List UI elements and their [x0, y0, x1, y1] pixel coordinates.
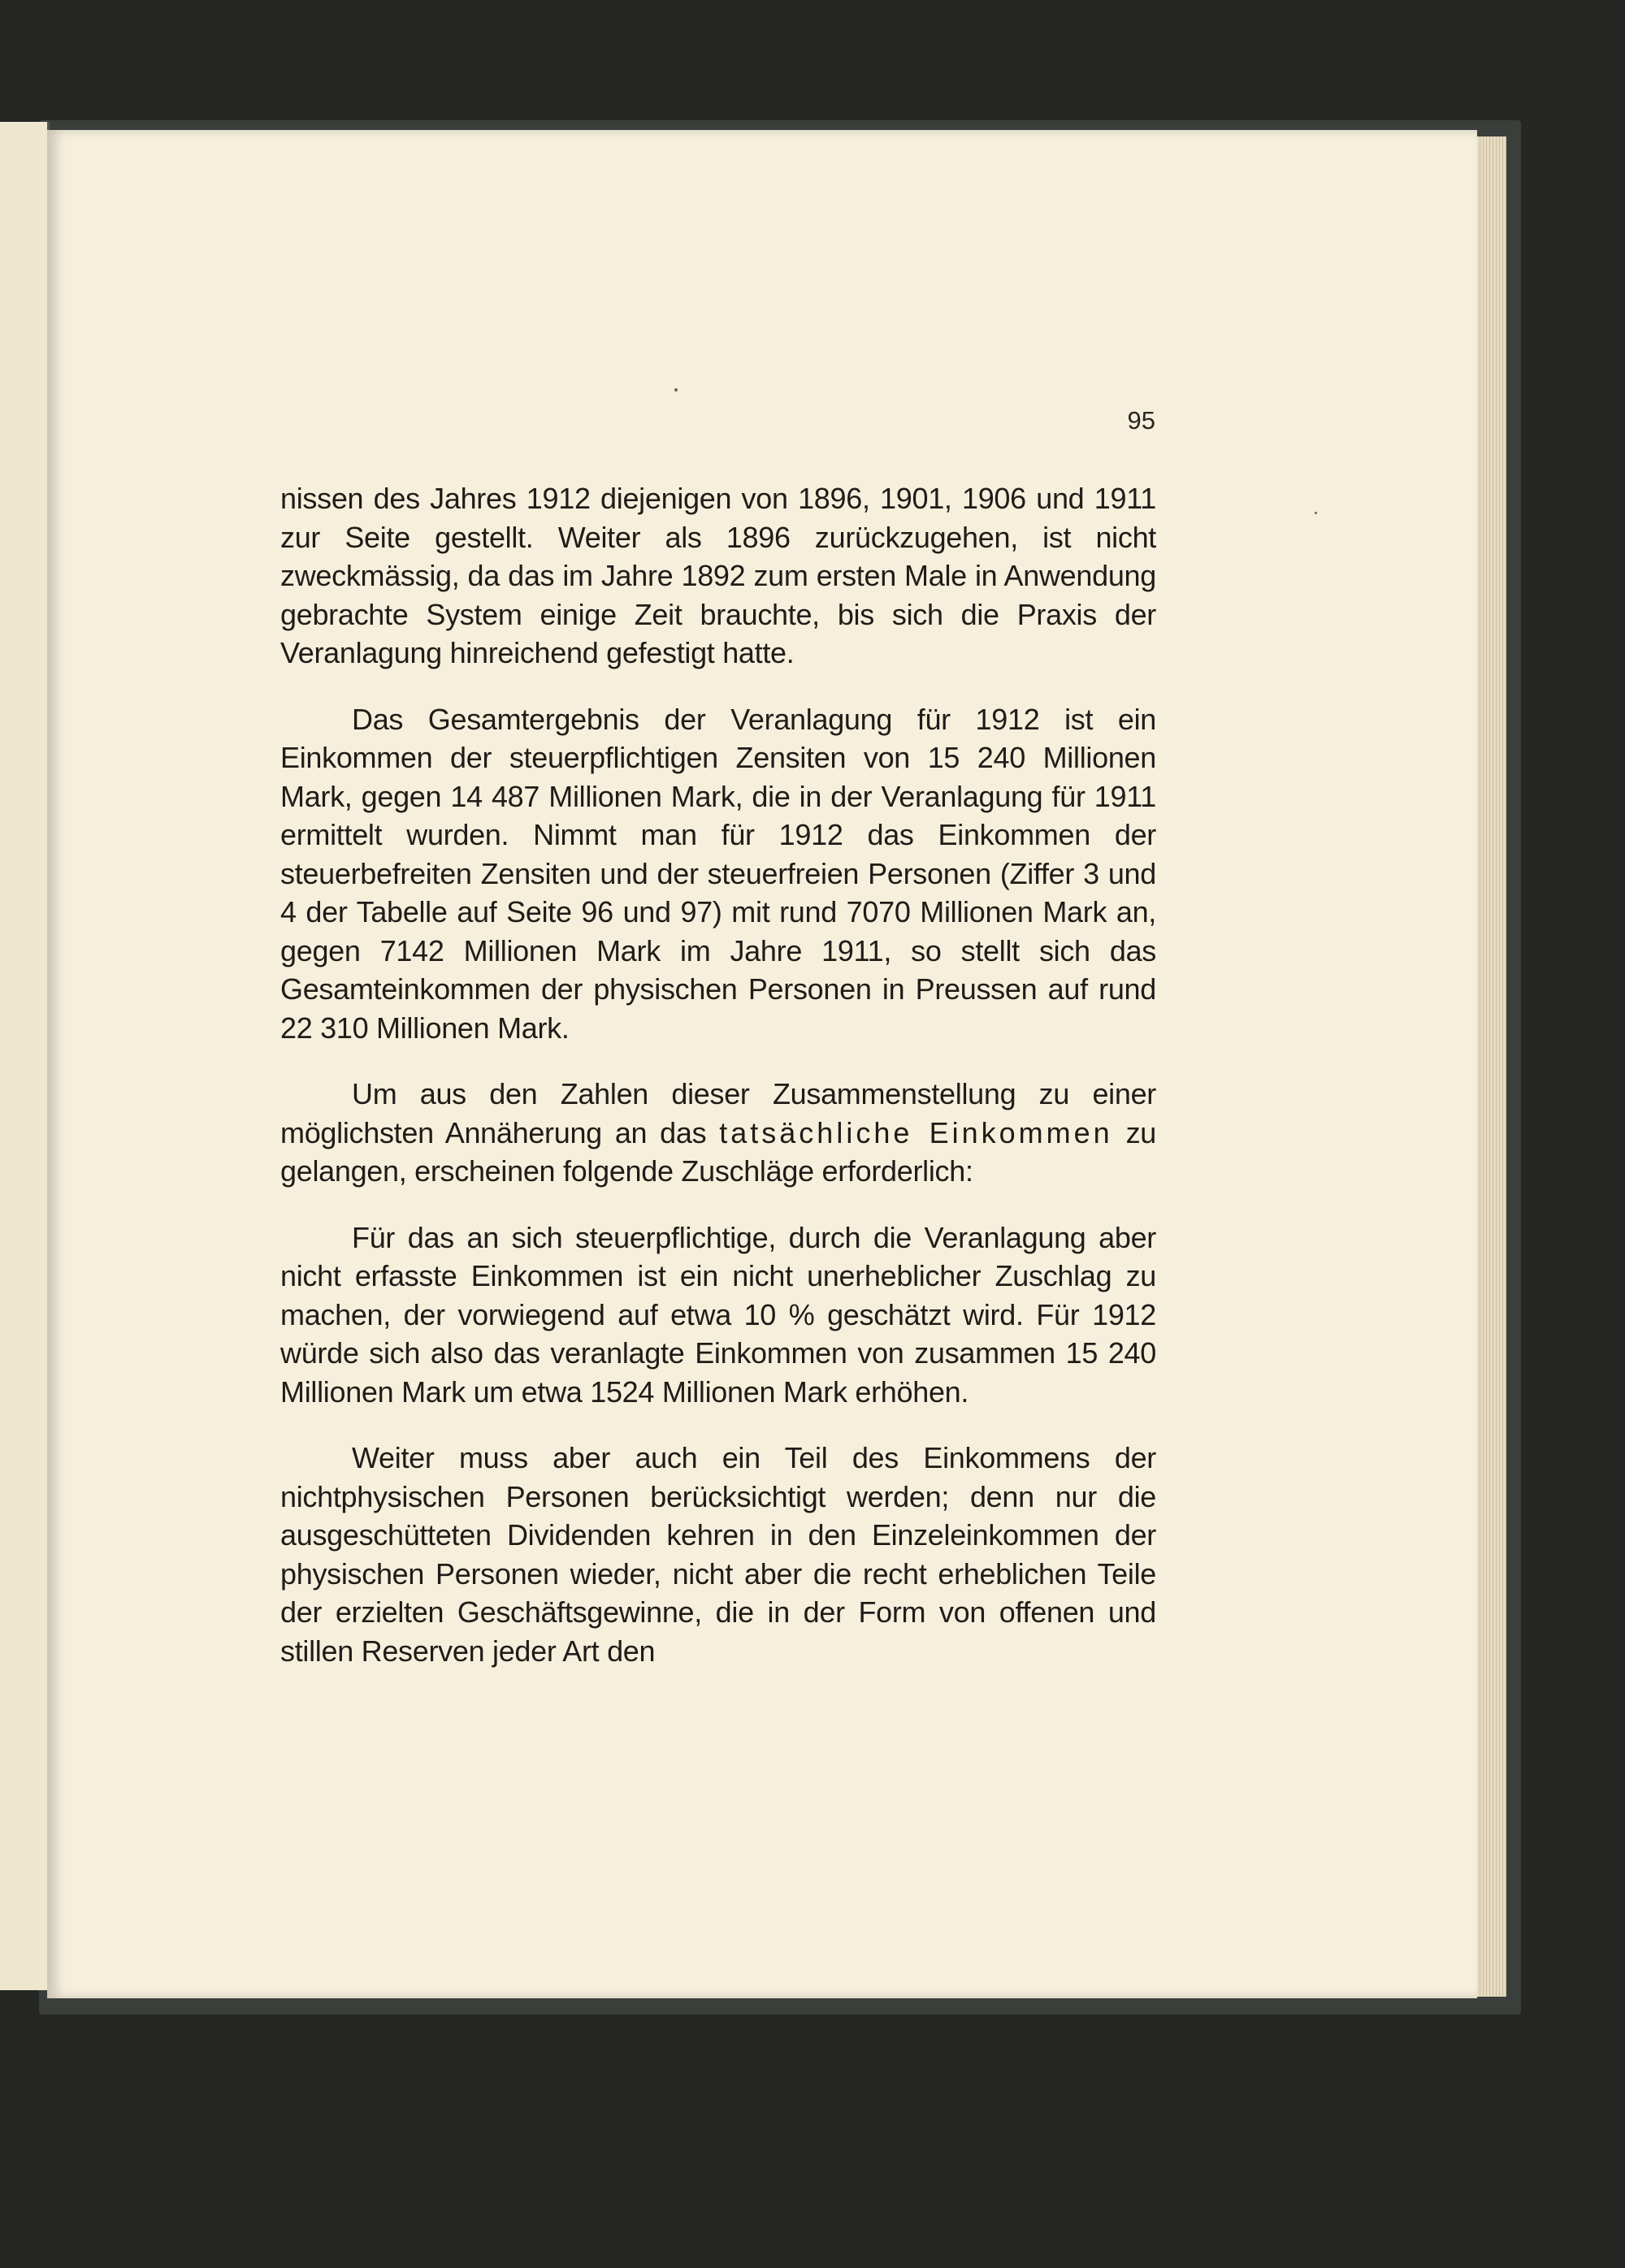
page-number: 95 — [1127, 406, 1155, 435]
paragraph-3-lead: Um aus den Zahlen dieser Zusammenstellung zu einer möglichsten Annäherung an das — [280, 1077, 1156, 1149]
paper-speck — [1315, 512, 1317, 514]
paragraph-2: Das Gesamtergebnis der Veranlagung für 1912 ist ein Einkommen der steuerpflichtigen Zensiten von 15 240 Millionen Mark, gegen 14 487 Millionen Mark, die in der Veranlagung für 1911 ermittelt wurden. Nimmt man für 1912 das Einkommen der steuerbefreiten Zensiten und der steuerfreien Personen (Ziffer 3 und 4 der Tabelle auf Seite 96 und 97) mit rund 7070 Millionen Mark an, gegen 7142 Millionen Mark im Jahre 1911, so stellt sich das Gesamteinkommen der physischen Personen in Preussen auf rund 22 310 Millionen Mark. — [280, 702, 1156, 1045]
paragraph-3-tail: zu gelangen, erscheinen folgende Zuschläge erforderlich: — [280, 1115, 1156, 1188]
previous-page-edge — [0, 122, 50, 1990]
emphasized-phrase: tatsächliche Einkommen — [719, 1115, 1113, 1149]
paragraph-5: Weiter muss aber auch ein Teil des Einkommens der nichtphysischen Personen berücksichtigt werden; denn nur die ausgeschütteten Dividenden kehren in den Einzeleinkommen der physischen Personen wieder, nicht aber die recht erheblichen Teile der erzielten Geschäftsgewinne, die in der Form von offenen und stillen Reserven jeder Art den — [280, 1441, 1156, 1668]
body-text — [280, 479, 1156, 1698]
paper-speck — [674, 388, 678, 392]
paragraph-4: Für das an sich steuerpflichtige, durch die Veranlagung aber nicht erfasste Einkommen ist ein nicht unerheblicher Zuschlag zu machen, der vorwiegend auf etwa 10 % geschätzt wird. Für 1912 würde sich also das veranlagte Einkommen von zusammen 15 240 Millionen Mark um etwa 1524 Millionen Mark erhöhen. — [280, 1220, 1156, 1409]
paragraph-1: nissen des Jahres 1912 diejenigen von 1896, 1901, 1906 und 1911 zur Seite gestellt. Weiter als 1896 zurückzugehen, ist nicht zweckmässig, da das im Jahre 1892 zum ersten Male in Anwendung gebrachte System einige Zeit brauchte, bis sich die Praxis der Veranlagung hinreichend gefestigt hatte. — [280, 482, 1156, 669]
paragraph-3 — [280, 1075, 1156, 1191]
